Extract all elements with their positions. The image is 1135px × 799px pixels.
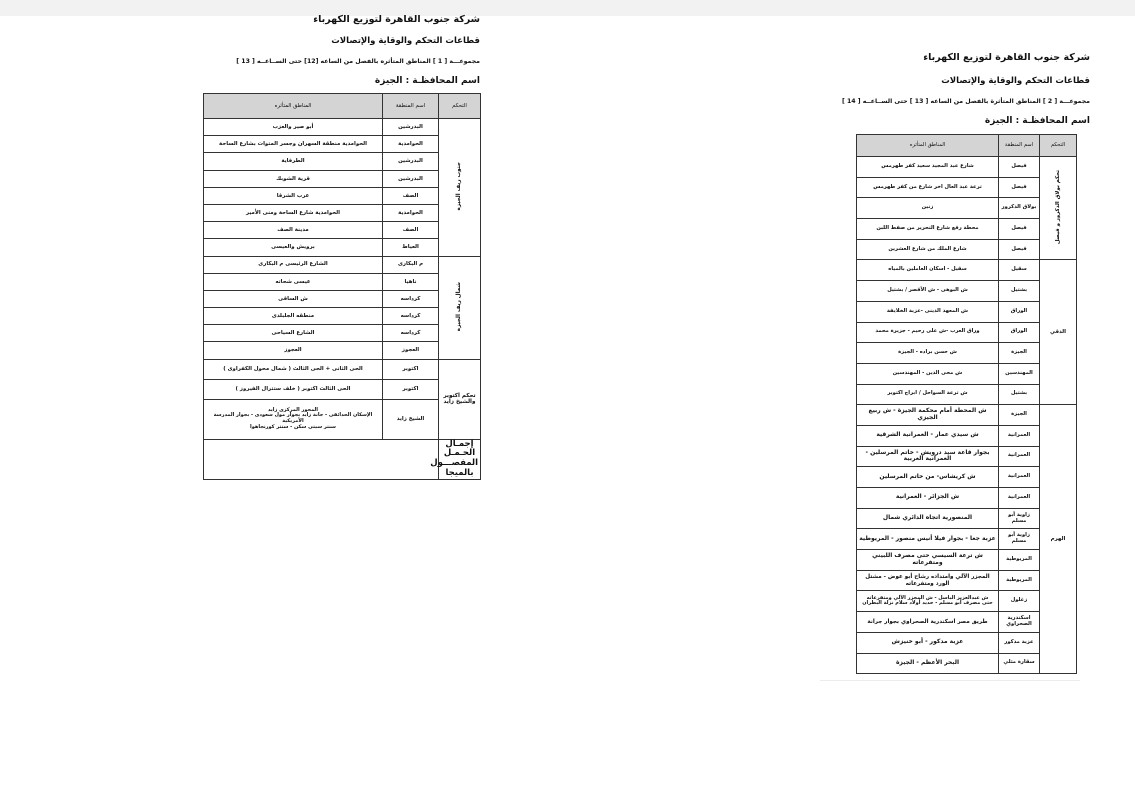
zone-cell: الوراق	[999, 301, 1040, 322]
zone-cell: البدرشين	[383, 170, 439, 187]
control-room-label: جنوب ريف الجيزة	[456, 161, 463, 211]
zone-cell: الجيزة	[999, 343, 1040, 364]
zone-cell: المهندسين	[999, 363, 1040, 384]
header-areas: المناطق المتأثره	[204, 94, 383, 119]
header-areas: المناطق المتأثره	[857, 135, 999, 157]
zone-cell: الحوامدية	[383, 136, 439, 153]
zone-cell: الصف	[383, 222, 439, 239]
affected-area-cell: محطة رفع شارع التحرير من صفط اللبن	[857, 219, 999, 240]
zone-cell: الجيزة	[999, 405, 1040, 426]
zone-cell: عزبة مدكور	[999, 632, 1040, 653]
company-name: شركة جنوب القاهرة لتوزيع الكهرباء	[313, 14, 480, 25]
zone-cell: البدرشين	[383, 153, 439, 170]
zone-cell: فيصل	[999, 177, 1040, 198]
affected-area-cell: ش الساقى	[204, 290, 383, 307]
zone-cell: فيصل	[999, 157, 1040, 178]
affected-area-cell: منطقه الجلبلدى	[204, 308, 383, 325]
total-value-cell	[204, 439, 439, 479]
table-header-row	[857, 135, 1077, 157]
right-outage-table	[856, 134, 1077, 674]
table-row	[204, 256, 481, 273]
affected-area-cell: برويش والعيسى	[204, 239, 383, 256]
affected-area-cell: الحوامدية منطقة السهران وجسر المتوات بشارع الساحة	[204, 136, 383, 153]
zone-cell: المريوطية	[999, 550, 1040, 571]
affected-area-cell: ش حسن براده - الجيزة	[857, 343, 999, 364]
zone-cell: بشتيل	[999, 384, 1040, 405]
affected-area-cell: سقيل - اسكان العاملين بالمياه	[857, 260, 999, 281]
zone-cell: ناهيا	[383, 273, 439, 290]
affected-area-cell: ش كريشاس- من خاتم المرسلين	[857, 467, 999, 488]
zone-cell: زاوية أبو مسلم	[999, 529, 1040, 550]
zone-cell: سقيل	[999, 260, 1040, 281]
zone-cell: زغلول	[999, 591, 1040, 612]
zone-cell: فيصل	[999, 219, 1040, 240]
header-control: التحكم	[439, 94, 481, 119]
zone-cell: كرداسه	[383, 308, 439, 325]
control-room-label: الدقي	[1050, 328, 1066, 335]
control-room-label: تحكم اكتوبر والشيخ زايد	[443, 392, 476, 406]
table-row	[204, 119, 481, 136]
scanner-top-strip	[0, 0, 1135, 16]
affected-area-cell: أبو صير والعزب	[204, 119, 383, 136]
governorate-label: اسم المحافظـة : الجيزة	[374, 76, 480, 86]
affected-area-cell: شارع الملك من شارع العشرين	[857, 239, 999, 260]
zone-cell: العمرانية	[999, 425, 1040, 446]
zone-cell: العمرانية	[999, 467, 1040, 488]
affected-area-cell: ترعة عبد العال اخر شارع من كفر طهرمس	[857, 177, 999, 198]
zone-cell: الصف	[383, 187, 439, 204]
control-room-cell	[439, 256, 481, 359]
zone-cell: الشيخ زايد	[383, 399, 439, 439]
affected-area-cell: المنصورية اتجاه الدائري شمال	[857, 508, 999, 529]
left-table-body	[204, 119, 481, 480]
affected-area-cell: ش سيدي عمار - العمرانية الشرقية	[857, 425, 999, 446]
zone-cell: اسكندرية الصحراوي	[999, 612, 1040, 633]
zone-cell: اكتوبر	[383, 379, 439, 399]
affected-area-cell: ش محى الدين - المهندسين	[857, 363, 999, 384]
affected-area-cell: ش البوهى - ش الأقصر / بشتيل	[857, 281, 999, 302]
affected-area-cell: الشارع السياحى	[204, 325, 383, 342]
control-room-cell	[439, 359, 481, 439]
affected-area-cell: ش المحطة أمام محكمة الجيزة - ش ربيع الجيزي	[857, 405, 999, 426]
header-control: التحكم	[1040, 135, 1077, 157]
sector-name: قطاعات التحكم والوقاية والإتصالات	[331, 36, 480, 46]
control-room-cell	[1040, 260, 1077, 405]
table-row	[204, 359, 481, 379]
affected-area-cell: عزبة مدكور - أبو خنيزش	[857, 632, 999, 653]
control-room-cell	[439, 119, 481, 257]
table-row	[857, 405, 1077, 426]
total-load-label: إجمـال الحـمـل المفصـــول بالميجا	[439, 439, 481, 479]
affected-area-cell: العجوز	[204, 342, 383, 359]
control-room-label: شمال ريف الجيزة	[456, 281, 463, 332]
affected-area-cell: وراق العرب -ش على رحيم - جزيرة محمد	[857, 322, 999, 343]
affected-area-cell: بجوار قاعة سيد درويش - خاتم المرسلين - العمرانية الغربية	[857, 446, 999, 467]
total-row	[204, 439, 481, 479]
control-room-cell	[1040, 157, 1077, 260]
zone-cell: العمرانية	[999, 488, 1040, 509]
affected-area-cell: ش الجزائر - العمرانية	[857, 488, 999, 509]
group-line: مجموعـــة [ 1 ] المناطق المتأثره بالفصل من الساعه [12] حتى الســاعــه [ 13 ]	[236, 58, 480, 65]
zone-cell: اكتوبر	[383, 359, 439, 379]
table-row	[857, 157, 1077, 178]
governorate-label: اسم المحافظـة : الجيزة	[984, 116, 1090, 126]
control-room-label: الهرم	[1050, 535, 1066, 542]
affected-area-cell: مدينة الصف	[204, 222, 383, 239]
affected-area-cell: طريق مصر اسكندرية الصحراوي بجوار جرانة	[857, 612, 999, 633]
zone-cell: بولاق الدكرور	[999, 198, 1040, 219]
header-zone: اسم المنطقة	[383, 94, 439, 119]
company-name: شركة جنوب القاهرة لتوزيع الكهرباء	[923, 52, 1090, 63]
affected-area-cell: المجزر الآلي وامتداده رشاح أبو عوض - مشتل الورد ومتفرعاته	[857, 570, 999, 591]
affected-area-cell: الشارع الرئيسى م البكارى	[204, 256, 383, 273]
affected-area-cell: البحر الأعظم - الجيزة	[857, 653, 999, 674]
affected-area-cell: ش عبدالعزيز الباسل - ش المجزر الآلي ومتفرعاته حتى مصرف أبو مسلم - حديد أولاد سلام نزلة البطران	[857, 591, 999, 612]
control-room-cell	[1040, 405, 1077, 674]
affected-area-cell: قرية الشوبك	[204, 170, 383, 187]
left-outage-table	[203, 93, 481, 480]
affected-area-cell: الحى الثالث اكتوبر ( خلف ستترال الفيروز )	[204, 379, 383, 399]
sector-name: قطاعات التحكم والوقاية والإتصالات	[941, 76, 1090, 86]
zone-cell: الحوامدية	[383, 204, 439, 221]
affected-area-cell: ش ترعة السواحل / ابراج اكتوبر	[857, 384, 999, 405]
affected-area-cell: عرب الشرقا	[204, 187, 383, 204]
affected-area-cell: المحور المركزى زايد الإسكان الحدائقى - جانة زايد بجوار مول سعودى - بجوار المدرسة الأمريكية سنتر سيتى سكن - سنتر كورنجاهوا	[204, 399, 383, 439]
zone-cell: كرداسه	[383, 290, 439, 307]
zone-cell: بشتيل	[999, 281, 1040, 302]
affected-area-cell: شارع عبد المجيد سعيد كفر طهرمس	[857, 157, 999, 178]
affected-area-cell: الحوامدية شارع الساحة ومنى الأمير	[204, 204, 383, 221]
table-row	[857, 260, 1077, 281]
zone-cell: الوراق	[999, 322, 1040, 343]
zone-cell: العياط	[383, 239, 439, 256]
zone-cell: سقارة مثلي	[999, 653, 1040, 674]
control-room-label: تحكم بولاق الدكرور و فيصل	[1054, 169, 1061, 244]
group-line: مجموعـــة [ 2 ] المناطق المتأثرة بالفصل من الساعه [ 13 ] حتى الســاعــه [ 14 ]	[841, 98, 1090, 105]
affected-area-cell: ش ترعة السيسي حتى مصرف اللبيني ومتفرعاته	[857, 550, 999, 571]
scan-artifact	[820, 680, 1080, 681]
zone-cell: فيصل	[999, 239, 1040, 260]
zone-cell: العجوز	[383, 342, 439, 359]
zone-cell: العمرانية	[999, 446, 1040, 467]
affected-area-cell: عيسى شحاته	[204, 273, 383, 290]
affected-area-cell: عزبة جعا - بجوار فيلا أنيس منصور - المريوطية	[857, 529, 999, 550]
right-table-body	[857, 157, 1077, 674]
affected-area-cell: الطرفاية	[204, 153, 383, 170]
affected-area-cell: ش المعهد الدينى -عزبة الخلايفة	[857, 301, 999, 322]
affected-area-cell: الحى الثانى + الحى الثالث ( شمال محول الكفراوى )	[204, 359, 383, 379]
table-header-row	[204, 94, 481, 119]
zone-cell: زاوية أبو مسلم	[999, 508, 1040, 529]
header-zone: اسم المنطقة	[999, 135, 1040, 157]
zone-cell: كرداسه	[383, 325, 439, 342]
zone-cell: البدرشين	[383, 119, 439, 136]
zone-cell: م البكارى	[383, 256, 439, 273]
zone-cell: المريوطية	[999, 570, 1040, 591]
affected-area-cell: زنين	[857, 198, 999, 219]
